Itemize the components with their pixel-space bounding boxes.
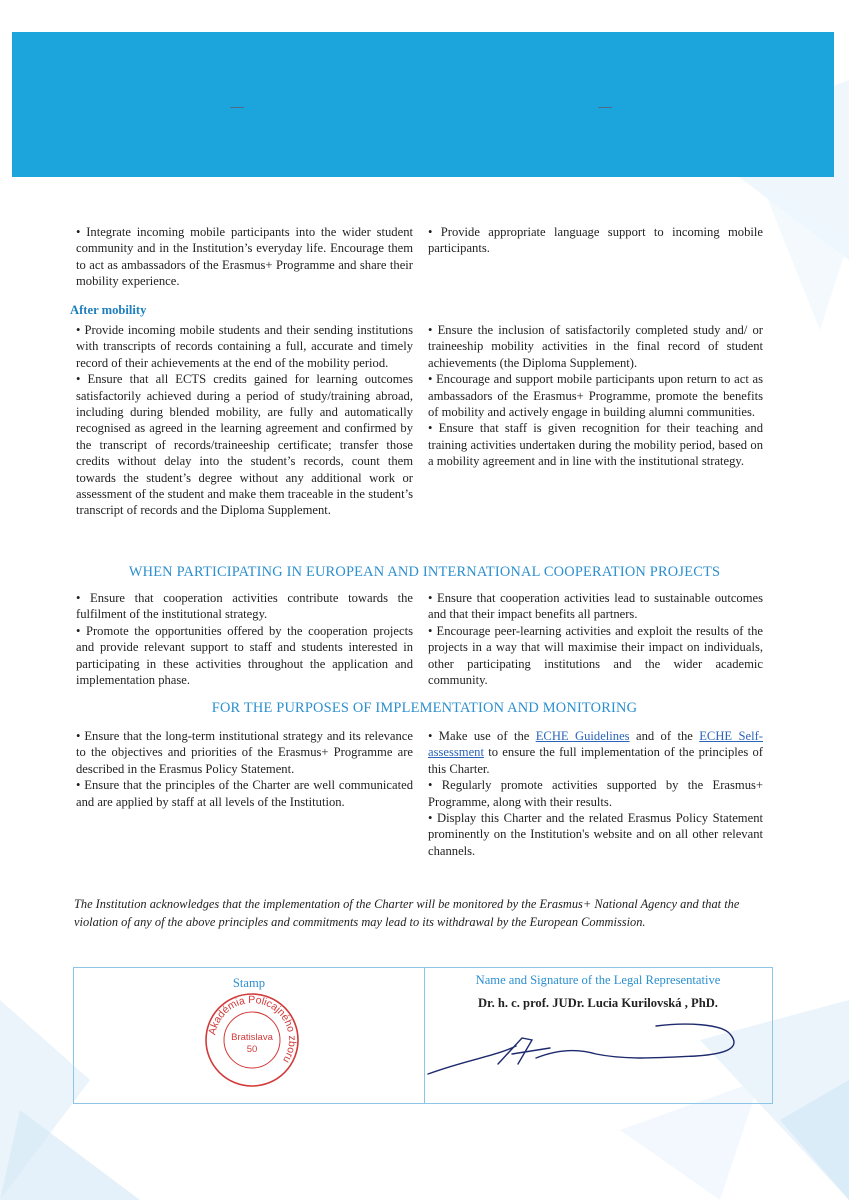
language-support-bullet: • Provide appropriate language support to incoming mobile participants. (428, 225, 763, 256)
after-mobility-right-column (428, 322, 763, 470)
top-right-column (428, 224, 763, 257)
legal-representative-name: Dr. h. c. prof. JUDr. Lucia Kurilovská , PhD. (478, 996, 718, 1010)
banner-mark (598, 107, 612, 108)
list-item: • Ensure that the long-term institutional strategy and its relevance to the objectives and priorities of the Erasmus+ Programme are described in the Erasmus Policy Statement. (76, 729, 413, 776)
cooperation-right-column (428, 590, 763, 688)
cooperation-heading: WHEN PARTICIPATING IN EUROPEAN AND INTERNATIONAL COOPERATION PROJECTS (128, 564, 721, 580)
text-fragment: and of the (629, 729, 700, 743)
after-mobility-heading: After mobility (70, 303, 147, 317)
stamp-number: 50 (246, 1044, 258, 1055)
list-item: • Ensure that cooperation activities contribute towards the fulfilment of the institutional strategy. (76, 591, 413, 622)
list-item: • Regularly promote activities supported by the Erasmus+ Programme, along with their results. (428, 778, 763, 809)
header-banner (12, 32, 834, 177)
list-item: • Encourage and support mobile participants upon return to act as ambassadors of the Erasmus+ Programme, promote the benefits of mobility and actively engage in building alumni communities. (428, 372, 763, 420)
legal-representative-label: Name and Signature of the Legal Representative (475, 973, 721, 987)
stamp-city: Bratislava (231, 1032, 273, 1043)
list-item: • Ensure that cooperation activities lead to sustainable outcomes and that their impact benefits all partners. (428, 591, 763, 622)
list-item: • Ensure that staff is given recognition for their teaching and training activities undertaken during the mobility period, based on a mobility agreement and in line with the institutional strategy. (428, 421, 763, 469)
list-item: • Provide incoming mobile students and their sending institutions with transcripts of records containing a full, accurate and timely record of their achievements at the end of the mobility period. (76, 323, 413, 370)
text-fragment: to ensure the full implementation of the principles of this Charter. (428, 745, 763, 776)
list-item: • Ensure the inclusion of satisfactorily completed study and/ or traineeship mobility activities in the final record of student achievements (the Diploma Supplement). (428, 323, 763, 370)
eche-guidelines-link[interactable]: ECHE Guidelines (535, 729, 630, 743)
text-fragment: • Make use of the (428, 729, 536, 743)
eche-self-assessment-link[interactable]: ECHE Self-assessment (428, 729, 763, 760)
list-item: • Encourage peer-learning activities and exploit the results of the projects in a way that will maximise their impact on individuals, other participating institutions and the wider academic community. (428, 623, 763, 688)
after-mobility-left-column (76, 322, 413, 519)
official-stamp (202, 990, 302, 1090)
divider (424, 968, 425, 1103)
list-item: • Promote the opportunities offered by the cooperation projects and provide relevant support to staff and students interested in participating in these activities throughout the application and implementation phase. (76, 623, 413, 688)
list-item: • Ensure that the principles of the Charter are well communicated and are applied by staff at all levels of the Institution. (76, 778, 413, 809)
implementation-left-column (76, 728, 413, 810)
integrate-bullet: • Integrate incoming mobile participants into the wider student community and in the Institution’s everyday life. Encourage them to act as ambassadors of the Erasmus+ Programme and share their mobility experience. (76, 225, 413, 289)
stamp-ring-text: Akadémia Policajného zboru (206, 993, 299, 1066)
stamp-label: Stamp (232, 976, 266, 990)
banner-mark (230, 107, 244, 108)
cooperation-left-column (76, 590, 413, 688)
implementation-heading: FOR THE PURPOSES OF IMPLEMENTATION AND MONITORING (211, 700, 638, 716)
list-item: • Ensure that all ECTS credits gained for learning outcomes satisfactorily achieved during a period of study/training abroad, including during blended mobility, are fully and automatically recognised as agreed in the learning agreement and confirmed by the transcript of records/traineeship certificate; transfer those credits without delay into the student’s records, count them towards the student’s degree without any additional work or assessment of the student and make them traceable in the student’s transcript of records and the Diploma Supplement. (76, 372, 413, 518)
acknowledgement-text: The Institution acknowledges that the implementation of the Charter will be monitored by the Erasmus+ National Agency and that the violation of any of the above principles and commitments may lead to its withdrawal by the European Commission. (74, 897, 740, 929)
implementation-right-column (428, 728, 763, 859)
signature-box (73, 967, 773, 1104)
top-left-column (76, 224, 413, 290)
list-item (428, 728, 763, 777)
handwritten-signature (426, 1020, 746, 1080)
list-item: • Display this Charter and the related Erasmus Policy Statement prominently on the Institution's website and on all other relevant channels. (428, 811, 763, 858)
